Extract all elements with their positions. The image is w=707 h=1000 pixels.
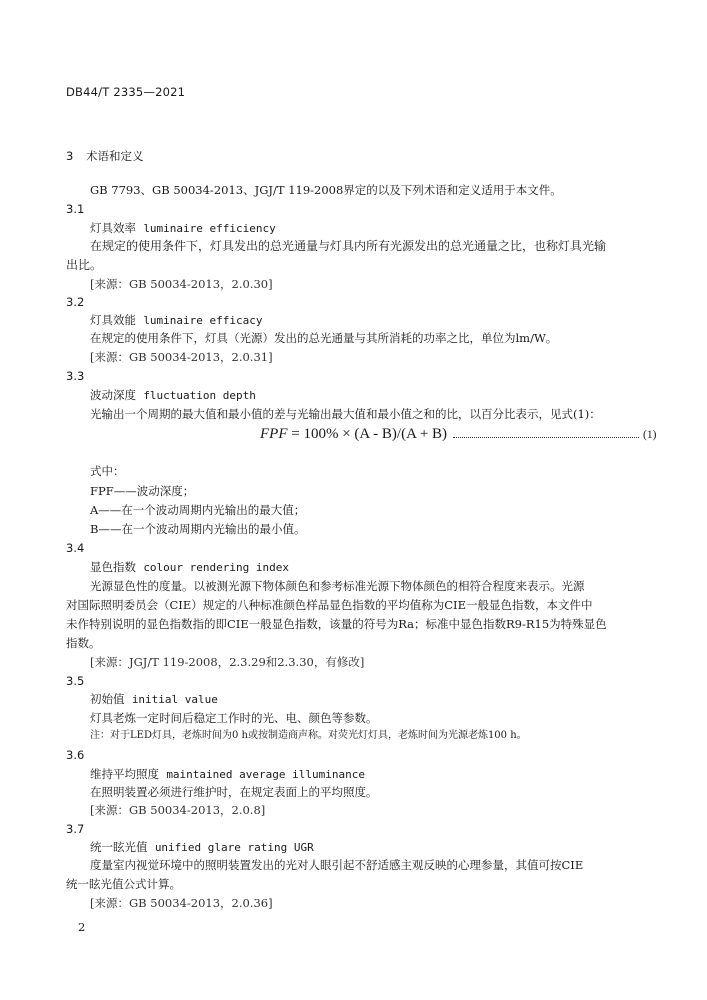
term-heading xyxy=(90,557,289,578)
document-code: DB44/T 2335—2021 xyxy=(66,85,186,99)
where-label: 式中： xyxy=(90,464,125,478)
term-name-en: initial value xyxy=(131,693,218,706)
variable-definition: FPF——波动深度； xyxy=(90,484,195,498)
definition-line: 出比。 xyxy=(66,258,103,272)
definition-line: 光输出一个周期的最大值和最小值的差与光输出最大值和最小值之和的比，以百分比表示，见式(1)： xyxy=(90,407,601,421)
definition-line: 指数。 xyxy=(66,636,101,650)
term-name-cn: 波动深度 xyxy=(90,388,136,402)
term-name-cn: 灯具效率 xyxy=(90,221,136,235)
term-number: 3.4 xyxy=(66,541,85,555)
formula-lhs: FPF xyxy=(260,426,288,442)
source-citation: [来源：GB 50034-2013，2.0.8] xyxy=(90,803,266,817)
definition-line: 光源显色性的度量。以被测光源下物体颜色和参考标准光源下物体颜色的相符合程度来表示。光源 xyxy=(90,579,585,593)
section-number: 3 xyxy=(66,149,74,163)
term-name-cn: 维持平均照度 xyxy=(90,767,159,781)
term-heading xyxy=(90,385,256,406)
definition-line: 灯具老炼一定时间后稳定工作时的光、电、颜色等参数。 xyxy=(90,711,378,725)
term-number: 3.3 xyxy=(66,369,85,383)
term-number: 3.1 xyxy=(66,202,85,216)
page-number: 2 xyxy=(78,920,86,934)
formula-number: (1) xyxy=(643,429,657,441)
definition-line: 在规定的使用条件下，灯具（光源）发出的总光通量与其所消耗的功率之比，单位为lm/W。 xyxy=(90,331,558,345)
definition-line: 统一眩光值公式计算。 xyxy=(66,877,181,891)
term-name-cn: 灯具效能 xyxy=(90,313,136,327)
intro-paragraph: GB 7793、GB 50034-2013、JGJ/T 119-2008界定的以及下列术语和定义适用于本文件。 xyxy=(90,183,562,197)
term-name-en: unified glare rating UGR xyxy=(154,841,314,854)
formula-1 xyxy=(260,426,656,443)
term-heading xyxy=(90,689,218,710)
source-citation: [来源：GB 50034-2013，2.0.36] xyxy=(90,896,273,910)
term-name-en: colour rendering index xyxy=(143,561,290,574)
term-name-en: maintained average illuminance xyxy=(166,768,365,781)
section-title: 术语和定义 xyxy=(86,149,144,163)
formula-leader-dots xyxy=(453,431,639,438)
term-name-en: luminaire efficacy xyxy=(143,314,263,327)
term-number: 3.6 xyxy=(66,748,85,762)
term-name-cn: 统一眩光值 xyxy=(90,840,148,854)
term-name-cn: 显色指数 xyxy=(90,560,136,574)
source-citation: [来源：GB 50034-2013，2.0.30] xyxy=(90,277,273,291)
term-number: 3.7 xyxy=(66,822,85,836)
variable-definition: A——在一个波动周期内光输出的最大值； xyxy=(90,503,306,517)
term-name-en: fluctuation depth xyxy=(143,389,256,402)
term-name-en: luminaire efficiency xyxy=(143,222,276,235)
definition-line: 度量室内视觉环境中的照明装置发出的光对人眼引起不舒适感主观反映的心理参量，其值可按CIE xyxy=(90,858,584,872)
term-number: 3.5 xyxy=(66,674,85,688)
term-number: 3.2 xyxy=(66,295,85,309)
variable-definition: B——在一个波动周期内光输出的最小值。 xyxy=(90,522,306,536)
definition-line: 未作特别说明的显色指数指的即CIE一般显色指数，该量的符号为Ra；标准中显色指数R9-R15为特殊显色 xyxy=(66,617,607,631)
definition-line: 对国际照明委员会（CIE）规定的八种标准颜色样品显色指数的平均值称为CIE一般显色指数，本文件中 xyxy=(66,598,593,612)
source-citation: [来源：GB 50034-2013，2.0.31] xyxy=(90,350,273,364)
note-text: 注：对于LED灯具，老炼时间为0 h或按制造商声称。对荧光灯灯具，老炼时间为光源老炼100 h。 xyxy=(90,730,527,741)
definition-line: 在照明装置必须进行维护时，在规定表面上的平均照度。 xyxy=(90,785,378,799)
source-citation: [来源：JGJ/T 119-2008，2.3.29和2.3.30，有修改] xyxy=(90,655,365,669)
section-heading xyxy=(66,148,144,164)
formula-rhs: = 100% × (A - B)/(A + B) xyxy=(291,426,448,442)
definition-line: 在规定的使用条件下，灯具发出的总光通量与灯具内所有光源发出的总光通量之比，也称灯具光输 xyxy=(90,239,607,253)
term-name-cn: 初始值 xyxy=(90,692,125,706)
